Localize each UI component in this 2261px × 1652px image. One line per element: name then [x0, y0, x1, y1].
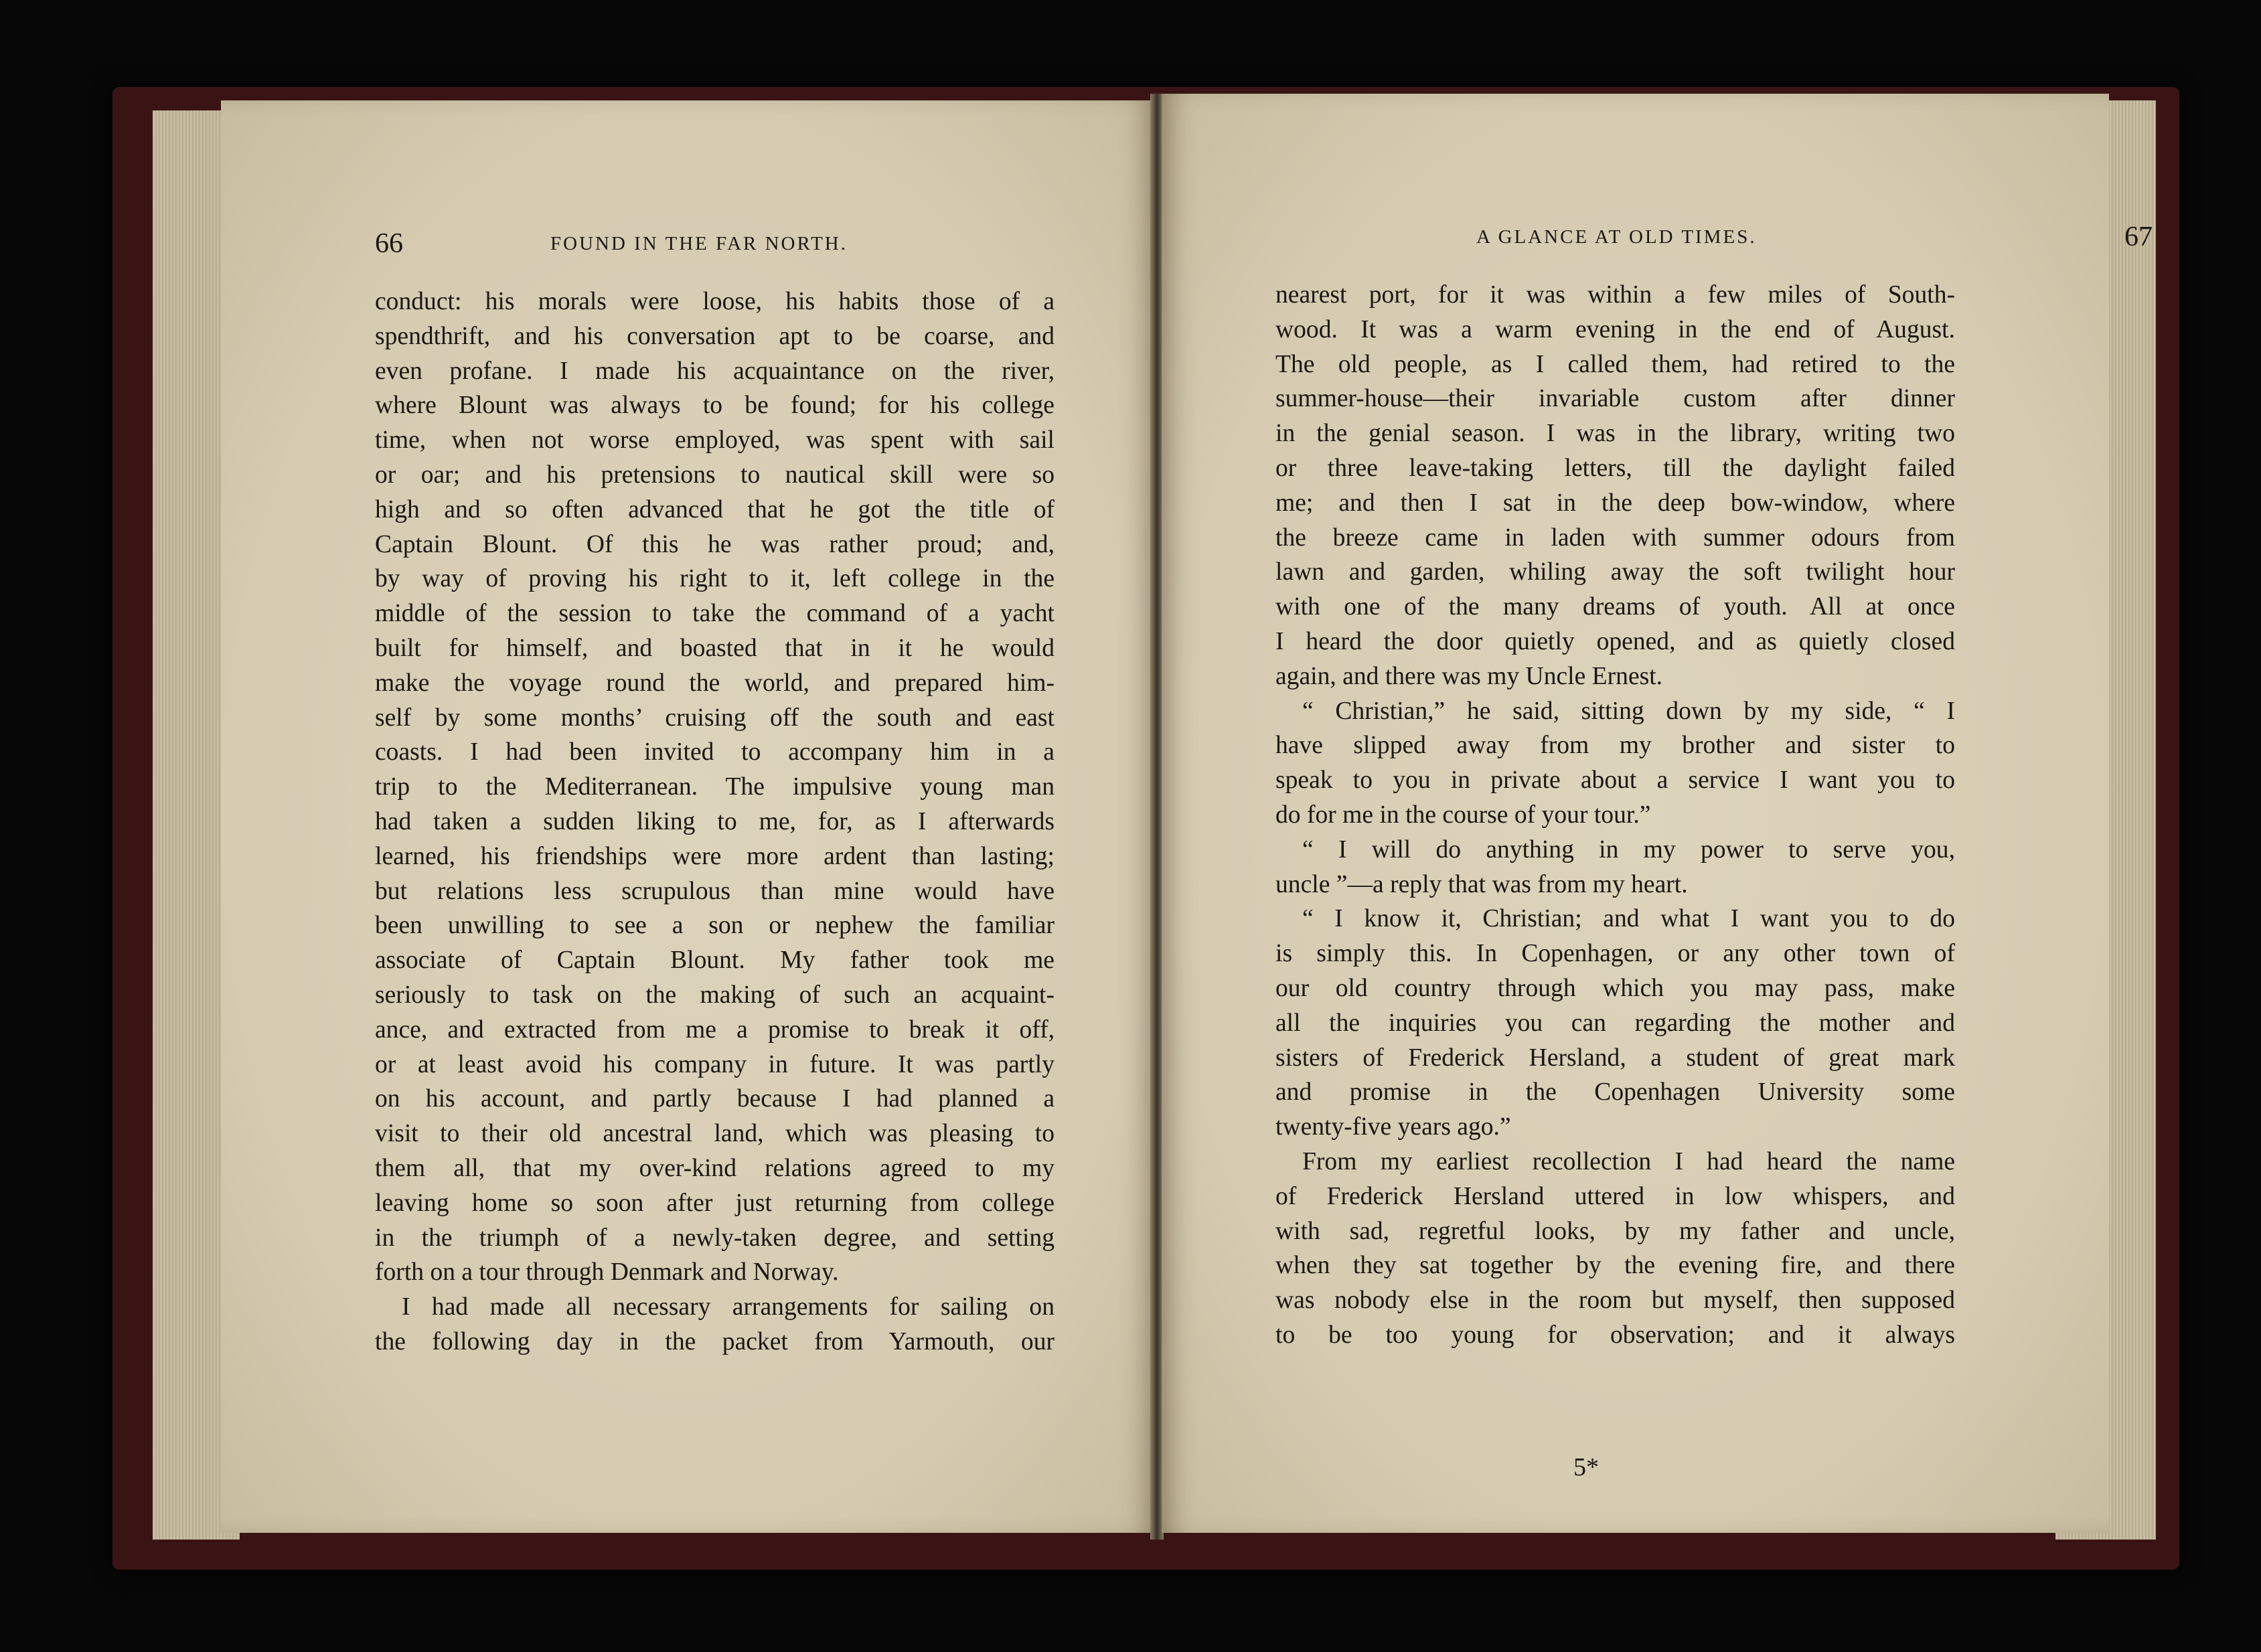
text-line: been unwilling to see a son or nephew the familiar	[375, 912, 1055, 940]
text-line: ance, and extracted from me a promise to break it off,	[375, 1015, 1055, 1044]
text-line: “ Christian,” he said, sitting down by my side, “ I	[1302, 697, 1955, 725]
text-line: The old people, as I called them, had retired to the	[1275, 350, 1955, 378]
text-line: the breeze came in laden with summer odours from	[1275, 523, 1955, 552]
right-page-number: 67	[2124, 222, 2153, 252]
text-line: associate of Captain Blount. My father took me	[375, 946, 1055, 975]
text-line: speak to you in private about a service I want you to	[1275, 766, 1955, 795]
text-line: had taken a sudden liking to me, for, as I afterwards	[375, 807, 1055, 835]
text-line: and promise in the Copenhagen University some	[1275, 1078, 1955, 1106]
text-line: with one of the many dreams of youth. All at once	[1275, 593, 1955, 621]
text-line: I heard the door quietly opened, and as quietly closed	[1275, 627, 1955, 655]
text-line: again, and there was my Uncle Ernest.	[1275, 662, 1663, 690]
text-line: me; and then I sat in the deep bow-window, where	[1275, 489, 1955, 517]
right-running-head	[1476, 222, 2153, 260]
text-line: summer-house—their invariable custom after dinner	[1275, 385, 1955, 413]
text-line: From my earliest recollection I had heard the name	[1302, 1147, 1955, 1175]
text-line: have slipped away from my brother and sister to	[1275, 732, 1955, 760]
text-line: but relations less scrupulous than mine would have	[375, 877, 1055, 905]
left-running-title: FOUND IN THE FAR NORTH.	[550, 233, 848, 254]
right-running-title: A GLANCE AT OLD TIMES.	[1476, 226, 1757, 248]
text-line: “ I will do anything in my power to serve you,	[1302, 835, 1955, 863]
text-line: make the voyage round the world, and prepared him-	[375, 669, 1055, 697]
text-line: the following day in the packet from Yarmouth, our	[375, 1327, 1055, 1355]
text-line: uncle ”—a reply that was from my heart.	[1275, 870, 1688, 898]
left-page-number: 66	[375, 228, 403, 259]
text-line: self by some months’ cruising off the south and east	[375, 704, 1055, 732]
text-line: with sad, regretful looks, by my father and uncle,	[1275, 1217, 1955, 1245]
text-line: forth on a tour through Denmark and Norway.	[375, 1258, 839, 1287]
text-line: middle of the session to take the command of a yacht	[375, 600, 1055, 628]
text-line: sisters of Frederick Hersland, a student of great mark	[1275, 1044, 1955, 1072]
text-line: is simply this. In Copenhagen, or any other town of	[1275, 940, 1955, 968]
text-line: nearest port, for it was within a few miles of South-	[1275, 281, 1955, 309]
left-page	[221, 100, 1155, 1533]
text-line: our old country through which you may pass, make	[1275, 974, 1955, 1002]
left-running-head	[375, 228, 1051, 266]
text-line: where Blount was always to be found; for his college	[375, 392, 1055, 420]
text-line: wood. It was a warm evening in the end of August.	[1275, 315, 1955, 343]
text-line: all the inquiries you can regarding the mother and	[1275, 1009, 1955, 1037]
text-line: seriously to task on the making of such an acquaint-	[375, 981, 1055, 1009]
text-line: them all, that my over-kind relations agreed to my	[375, 1154, 1055, 1182]
right-text-block	[1275, 278, 1955, 1353]
text-line: high and so often advanced that he got the title of	[375, 495, 1055, 523]
text-line: to be too young for observation; and it always	[1275, 1321, 1955, 1349]
text-line: coasts. I had been invited to accompany him in a	[375, 738, 1055, 766]
text-line: trip to the Mediterranean. The impulsive young man	[375, 773, 1055, 801]
left-text-block	[375, 284, 1055, 1359]
text-line: do for me in the course of your tour.”	[1275, 801, 1651, 829]
text-line: spendthrift, and his conversation apt to be coarse, and	[375, 322, 1055, 350]
text-line: lawn and garden, whiling away the soft twilight hour	[1275, 558, 1955, 586]
signature-mark: 5*	[1573, 1453, 1599, 1481]
text-line: by way of proving his right to it, left college in the	[375, 565, 1055, 593]
text-line: of Frederick Hersland uttered in low whispers, and	[1275, 1182, 1955, 1210]
text-line: in the triumph of a newly-taken degree, and setting	[375, 1224, 1055, 1252]
text-line: “ I know it, Christian; and what I want you to do	[1302, 905, 1955, 933]
text-line: Captain Blount. Of this he was rather proud; and,	[375, 530, 1055, 558]
text-line: leaving home so soon after just returning from college	[375, 1189, 1055, 1217]
text-line: learned, his friendships were more ardent than lasting;	[375, 842, 1055, 870]
text-line: built for himself, and boasted that in it he would	[375, 634, 1055, 662]
text-line: I had made all necessary arrangements for sailing on	[402, 1293, 1055, 1321]
right-page	[1162, 94, 2153, 1533]
text-line: or oar; and his pretensions to nautical skill were so	[375, 461, 1055, 489]
text-line: time, when not worse employed, was spent with sail	[375, 426, 1055, 455]
text-line: or at least avoid his company in future. It was partly	[375, 1050, 1055, 1078]
text-line: or three leave-taking letters, till the daylight failed	[1275, 454, 1955, 482]
text-line: in the genial season. I was in the library, writing two	[1275, 420, 1955, 448]
text-line: on his account, and partly because I had planned a	[375, 1085, 1055, 1113]
text-line: was nobody else in the room but myself, then supposed	[1275, 1287, 1955, 1315]
text-line: conduct: his morals were loose, his habits those of a	[375, 288, 1055, 315]
text-line: twenty-five years ago.”	[1275, 1113, 1511, 1141]
text-line: visit to their old ancestral land, which was pleasing to	[375, 1120, 1055, 1148]
text-line: even profane. I made his acquaintance on the river,	[375, 357, 1055, 385]
text-line: when they sat together by the evening fire, and there	[1275, 1252, 1955, 1280]
